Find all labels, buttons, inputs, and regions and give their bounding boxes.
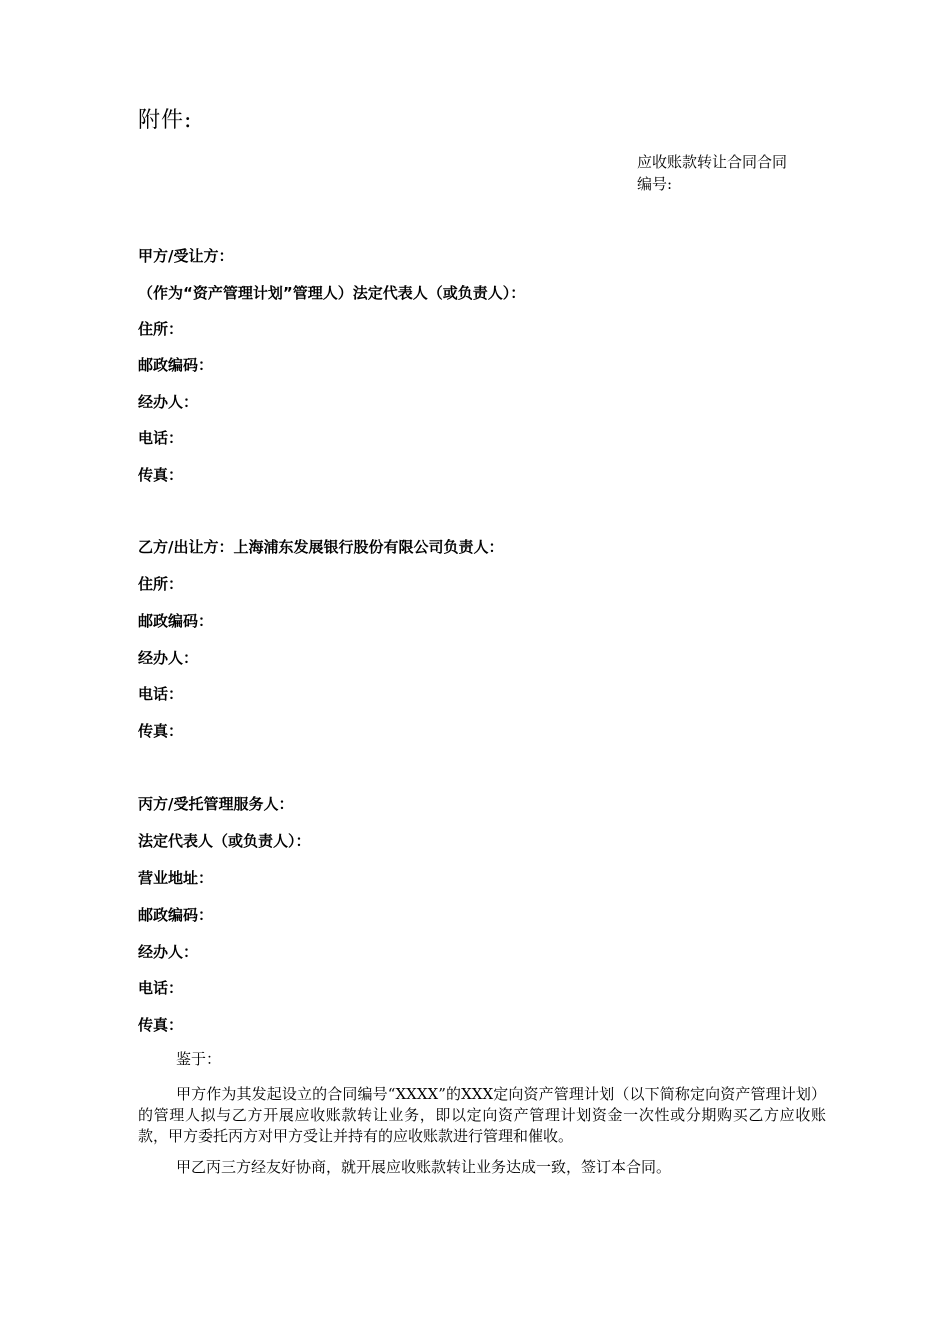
party-b-fax: 传真： (138, 722, 184, 740)
party-b-address: 住所： (138, 575, 184, 593)
party-a-address: 住所： (138, 320, 184, 338)
party-b-postal-code: 邮政编码： (138, 612, 214, 630)
party-b-phone: 电话： (138, 685, 184, 703)
party-c-representative: 法定代表人（或负责人）： (138, 832, 311, 850)
party-c-title: 丙方/受托管理服务人： (138, 795, 294, 813)
party-b-title: 乙方/出让方：上海浦东发展银行股份有限公司负责人： (138, 538, 504, 556)
recital-paragraph-2: 甲乙丙三方经友好协商，就开展应收账款转让业务达成一致，签订本合同。 (176, 1158, 672, 1176)
contract-number-line2: 编号: (637, 175, 673, 193)
party-c-business-address: 营业地址： (138, 869, 214, 887)
party-c-handler: 经办人： (138, 943, 199, 961)
party-a-phone: 电话： (138, 429, 184, 447)
whereas-heading: 鉴于： (176, 1050, 222, 1068)
party-a-postal-code: 邮政编码： (138, 356, 214, 374)
party-c-postal-code: 邮政编码： (138, 906, 214, 924)
recital-paragraph-1: 甲方作为其发起设立的合同编号“XXXX”的XXX定向资产管理计划（以下简称定向资产管理计划）的管理人拟与乙方开展应收账款转让业务，即以定向资产管理计划资金一次性或分期购买乙方应收账款，甲方委托丙方对甲方受让并持有的应收账款进行管理和催收。 (138, 1085, 826, 1145)
contract-number-block (637, 151, 827, 195)
party-c-fax: 传真： (138, 1016, 184, 1034)
party-a-representative: （作为“资产管理计划”管理人）法定代表人（或负责人）： (138, 284, 526, 302)
party-b-handler: 经办人： (138, 649, 199, 667)
party-a-fax: 传真： (138, 466, 184, 484)
party-c-phone: 电话： (138, 979, 184, 997)
party-a-handler: 经办人： (138, 393, 199, 411)
contract-number-line1: 应收账款转让合同合同 (637, 153, 788, 171)
attachment-label: 附件: (138, 108, 193, 133)
party-a-title: 甲方/受让方： (138, 247, 234, 265)
